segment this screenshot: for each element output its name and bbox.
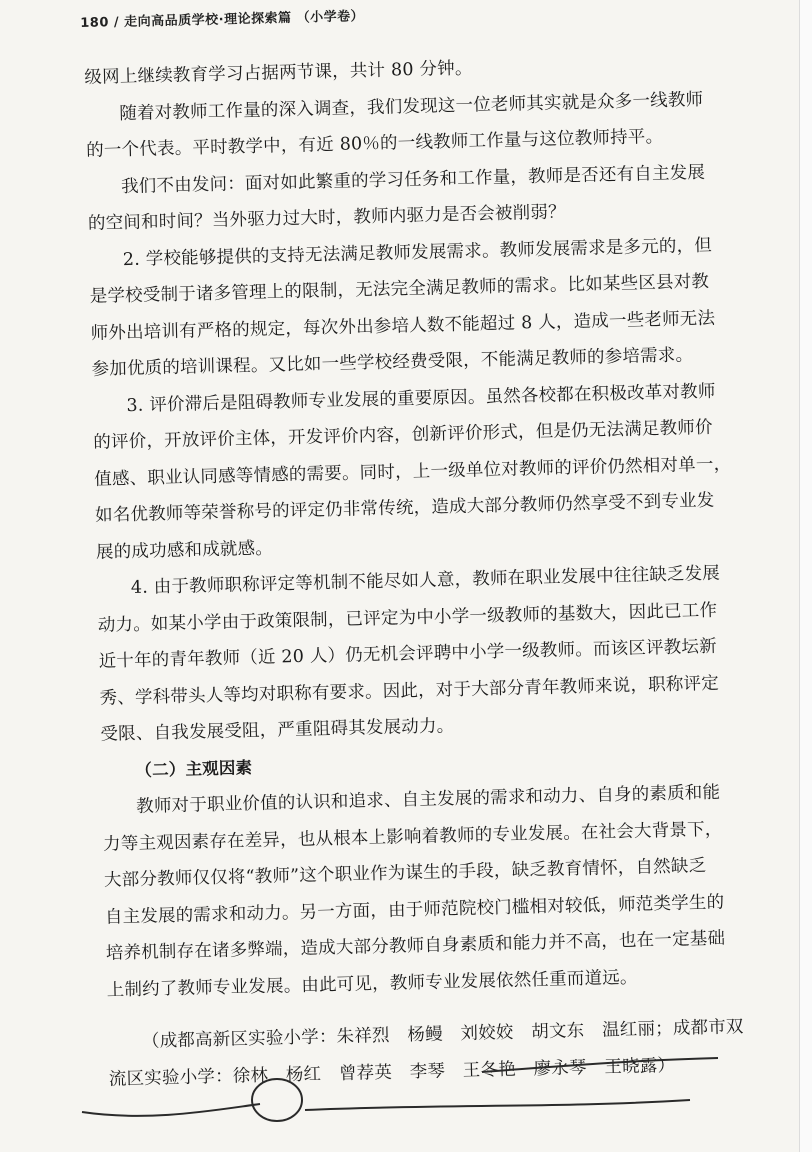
text-line: 秀、学科带头人等均对职称有要求。因此，对于大部分青年教师来说，职称评定: [99, 673, 720, 709]
text-line: 如名优教师等荣誉称号的评定仍非常传统，造成大部分教师仍然享受不到专业发: [94, 490, 715, 526]
credit-line: （成都高新区实验小学：朱祥烈 杨鳗 刘姣姣 胡文东 温红丽；成都市双: [141, 1017, 744, 1052]
text-line: 大部分教师仅仅将“教师”这个职业作为谋生的手段，缺乏教育情怀，自然缺乏: [103, 856, 707, 891]
underline-stroke-2: [82, 1104, 260, 1116]
text-line: 值感、职业认同感等情感的需要。同时，上一级单位对教师的评价仍然相对单一，: [94, 453, 732, 490]
text-line: 的空间和时间？当外驱力过大时，教师内驱力是否会被削弱？: [87, 202, 567, 234]
text-line: 培养机制存在诸多弊端，造成大部分教师自身素质和能力并不高，也在一定基础: [105, 928, 726, 964]
text-line: 我们不由发问：面对如此繁重的学习任务和工作量，教师是否还有自主发展: [120, 162, 706, 197]
text-line: 是学校受制于诸多管理上的限制，无法完全满足教师的需求。比如某些区县对教: [89, 271, 710, 307]
text-line: 动力。如某小学由于政策限制，已评定为中小学一级教师的基数大，因此已工作: [97, 600, 718, 636]
scan-edge: [799, 0, 812, 1152]
underline-stroke-3: [305, 1100, 690, 1110]
text-line: 上制约了教师专业发展。由此可见，教师专业发展依然任重而道远。: [106, 967, 638, 1001]
text-line: 的一个代表。平时教学中，有近 80％的一线教师工作量与这位教师持平。: [85, 126, 664, 161]
text-line: 受限、自我发展受阻，严重阻碍其发展动力。: [100, 716, 455, 745]
text-line: 3. 评价滞后是阻碍教师专业发展的重要原因。虽然各校都在积极改革对教师: [126, 381, 716, 416]
body-text: [84, 44, 749, 1097]
text-line: 参加优质的培训课程。又比如一些学校经费受限，不能满足教师的参培需求。: [91, 345, 694, 380]
section-heading: （二）主观因素: [135, 757, 253, 780]
text-line: 2. 学校能够提供的支持无法满足教师发展需求。教师发展需求是多元的，但: [122, 235, 713, 270]
text-line: 随着对教师工作量的深入调查，我们发现这一位老师其实就是众多一线教师: [119, 89, 704, 124]
text-line: 师外出培训有严格的规定，每次外出参培人数不能超过 8 人，造成一些老师无法: [90, 308, 716, 344]
text-line: 自主发展的需求和动力。另一方面，由于师范院校门槛相对较低，师范类学生的: [104, 892, 725, 928]
text-line: 级网上继续教育学习占据两节课，共计 80 分钟。: [84, 58, 473, 88]
text-line: 力等主观因素存在差异，也从根本上影响着教师的专业发展。在社会大背景下，: [102, 819, 723, 855]
text-line: 教师对于职业价值的认识和追求、自主发展的需求和动力、自身的素质和能: [136, 782, 721, 817]
text-line: 4. 由于教师职称评定等机制不能尽如人意，教师在职业发展中往往缺乏发展: [130, 563, 721, 599]
running-header: 180 / 走向高品质学校·理论探索篇 （小学卷）: [80, 9, 365, 31]
author-credits: [108, 1009, 750, 1098]
text-line: 的评价，开放评价主体，开发评价内容，创新评价形式，但是仍无法满足教师价: [93, 417, 713, 453]
text-line: 近十年的青年教师（近 20 人）仍无机会评聘中小学一级教师。而该区评教坛新: [98, 636, 718, 672]
text-line: 展的成功感和成就感。: [95, 538, 274, 563]
credit-line: 流区实验小学：徐林 杨红 曾荐英 李琴 王冬艳 廖永琴 王晓露）: [108, 1055, 676, 1090]
